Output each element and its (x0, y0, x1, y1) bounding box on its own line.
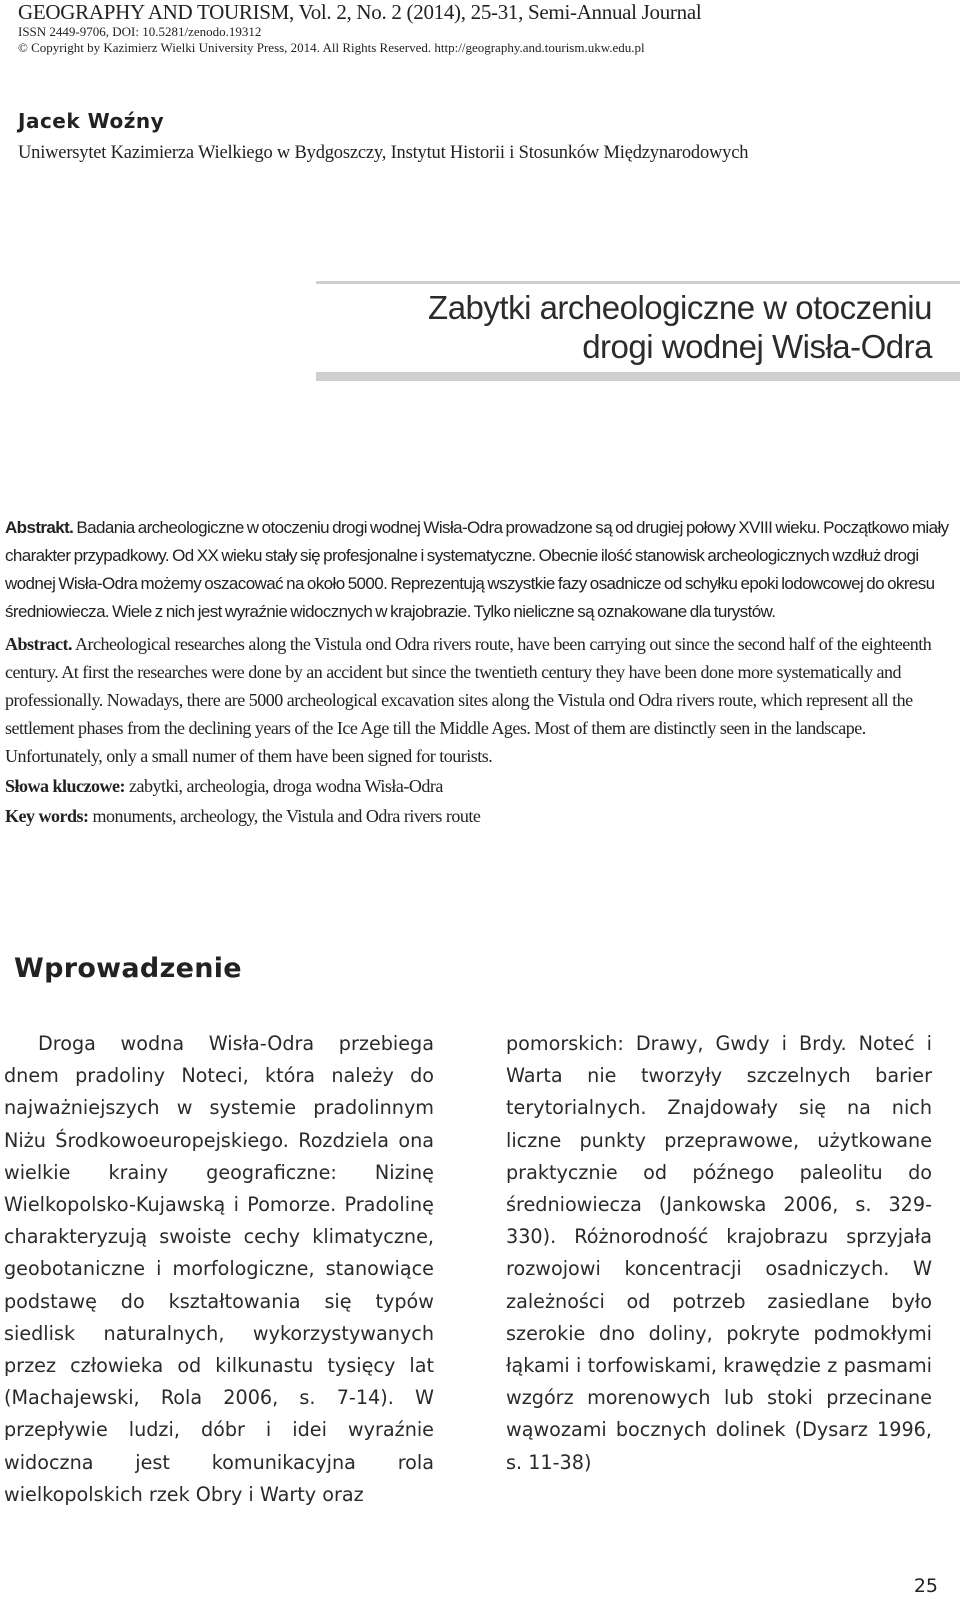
author-block (18, 108, 948, 166)
abstract-pl-text: Badania archeologiczne w otoczeniu drogi wodnej Wisła-Odra prowadzone są od drugiej połowy XVIII wieku. Początkowo miały charakter przypadkowy. Od XX wieku stały się profesjonalne i systematyczne. Obecnie ilość stanowisk archeologicznych wzdłuż drogi wodnej Wisła-Odra możemy oszacować na około 5000. Reprezentują wszystkie fazy osadnicze od schyłku epoki lodowcowej do okresu średniowiecza. Wiele z nich jest wyraźnie widocznych w krajobrazie. Tylko nieliczne są oznakowane dla turystów. (5, 518, 949, 621)
article-title-line-2: drogi wodnej Wisła-Odra (582, 328, 932, 365)
abstract-en-label: Abstract. (5, 634, 72, 654)
author-name: Jacek Woźny (18, 109, 165, 133)
abstract-pl (5, 514, 951, 626)
abstract-en (5, 630, 951, 770)
author-affiliation: Uniwersytet Kazimierza Wielkiego w Bydgoszczy, Instytut Historii i Stosunków Międzynarodowych (18, 143, 749, 163)
article-title-line-1: Zabytki archeologiczne w otoczeniu (428, 289, 932, 326)
keywords-pl (5, 772, 951, 800)
body-column-left: Droga wodna Wisła-Odra przebiega dnem pradoliny Noteci, która należy do najważniejszych w systemie pradolinnym Niżu Środkowoeuropejskiego. Rozdziela ona wielkie krainy geograficzne: Nizinę Wielkopolsko-Kujawską i Pomorze. Pradolinę charakteryzują swoiste cechy klimatyczne, geobotaniczne i morfologiczne, stanowiące podstawę do kształtowania się typów siedlisk naturalnych, wykorzystywanych przez człowieka od kilkunastu tysięcy lat (Machajewski, Rola 2006, s. 7-14). W przepływie ludzi, dóbr i idei wyraźnie widoczna jest komunikacyjna rola wielkopolskich rzek Obry i Warty oraz (4, 1032, 434, 1506)
keywords-en-label: Key words: (5, 806, 89, 826)
article-title (428, 288, 932, 366)
keywords-en (5, 802, 951, 830)
keywords-en-text: monuments, archeology, the Vistula and Odra rivers route (88, 806, 481, 826)
journal-header (18, 0, 948, 56)
abstract-en-text: Archeological researches along the Vistula ond Odra rivers route, have been carrying out since the second half of the eighteenth century. At first the researches were done by an accident but since the twentieth century they have been done more systematically and professionally. Nowadays, there are 5000 archeological excavation sites along the Vistula ond Odra rivers route, which represent all the settlement phases from the declining years of the Ice Age till the Middle Ages. Most of them are distinctly seen in the landscape. Unfortunately, only a small numer of them have been signed for tourists. (5, 634, 932, 766)
title-rule-top (316, 281, 960, 284)
issn-doi-line: ISSN 2449-9706, DOI: 10.5281/zenodo.19312 (18, 24, 262, 39)
body-column-right: pomorskich: Drawy, Gwdy i Brdy. Noteć i Warta nie tworzyły szczelnych barier terytorialnych. Znajdowały się na nich liczne punkty przeprawowe, użytkowane praktycznie od późnego paleolitu do średniowiecza (Jankowska 2006, s. 329-330). Różnorodność krajobrazu sprzyjała rozwojowi koncentracji osadniczych. W zależności od potrzeb zasiedlane było szerokie dno doliny, pokryte podmokłymi łąkami i torfowiskami, krawędzie z pasmami wzgórz morenowych lub stoki przecinane wąwozami bocznych dolinek (Dysarz 1996, s. 11-38) (506, 1032, 932, 1474)
keywords-pl-label: Słowa kluczowe: (5, 776, 125, 796)
abstract-block (5, 514, 951, 830)
title-rule-bottom (316, 372, 960, 381)
copyright-line: © Copyright by Kazimierz Wielki University Press, 2014. All Rights Reserved. http://geography.and.tourism.ukw.edu.pl (18, 40, 645, 55)
keywords-pl-text: zabytki, archeologia, droga wodna Wisła-Odra (125, 776, 443, 796)
page-number: 25 (913, 1575, 938, 1597)
journal-title: GEOGRAPHY AND TOURISM, Vol. 2, No. 2 (2014), 25-31, Semi-Annual Journal (18, 0, 702, 24)
abstract-pl-label: Abstrakt. (5, 518, 74, 537)
section-heading: Wprowadzenie (14, 953, 242, 984)
